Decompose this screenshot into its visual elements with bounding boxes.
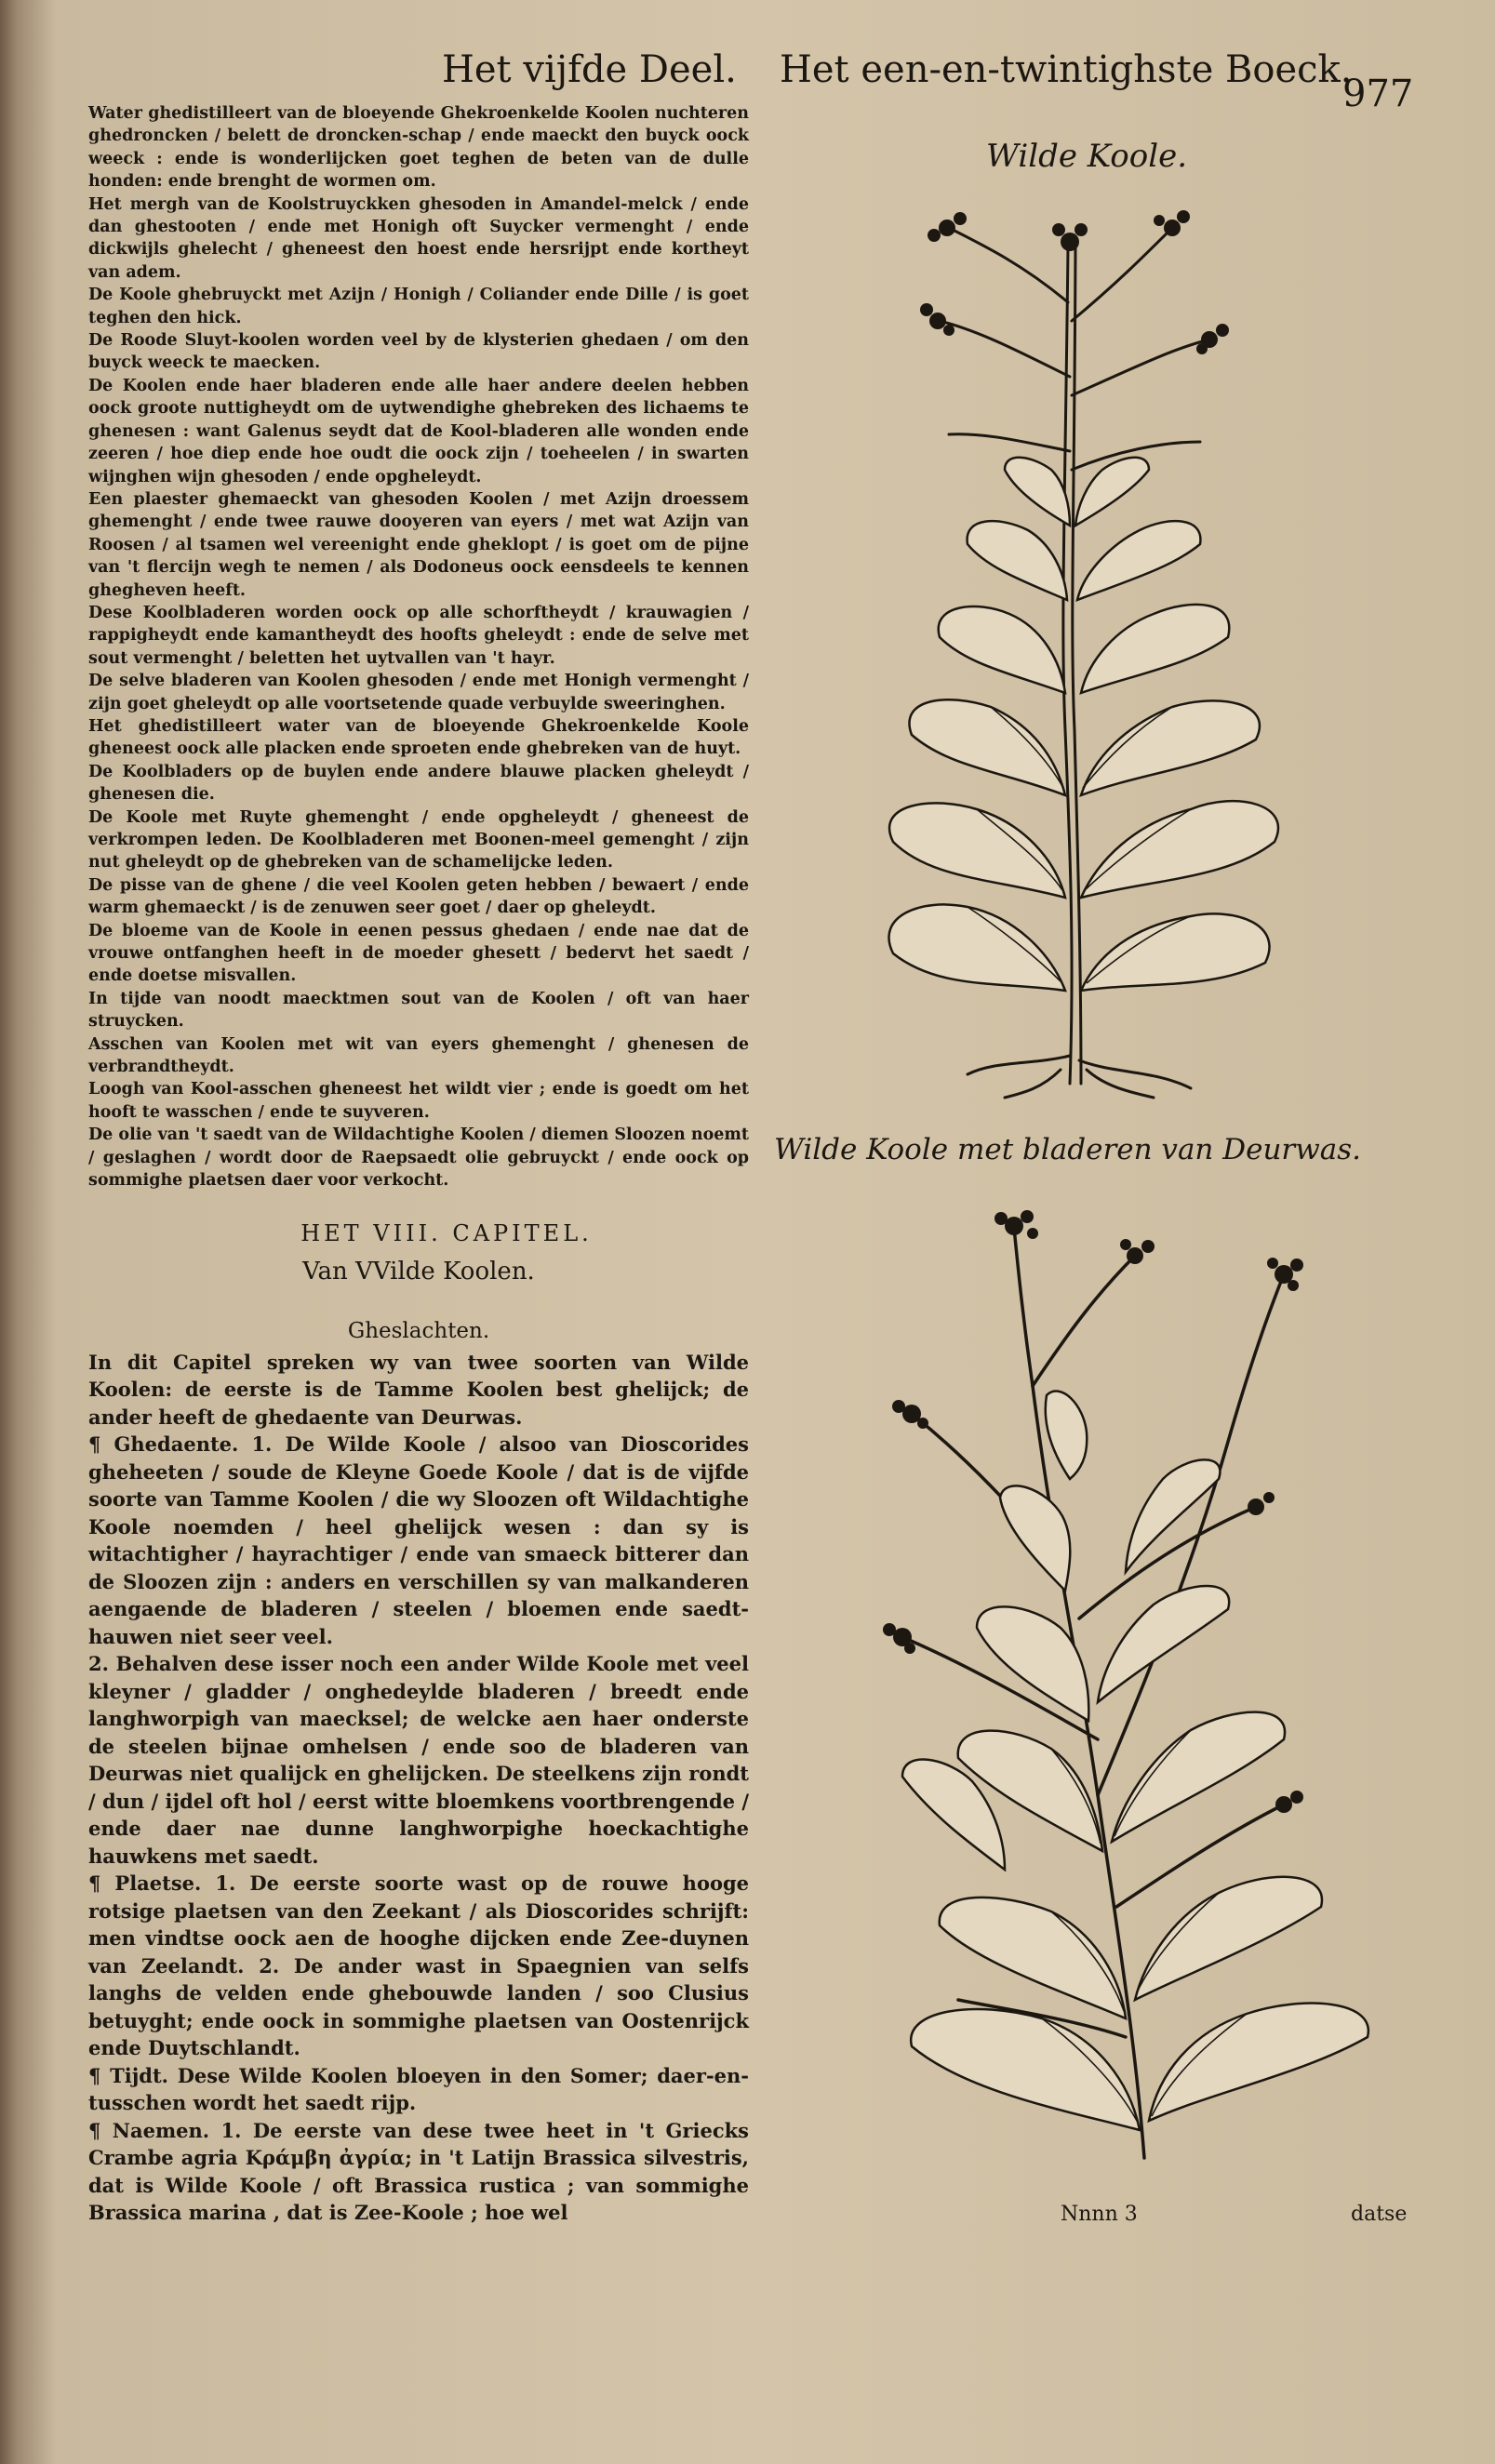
paragraph: De Koole ghebruyckt met Azijn / Honigh / Coliander ende Dille / is goet teghen den hick.: [88, 286, 749, 327]
wild-cabbage-deurwas-woodcut: [819, 1200, 1395, 2177]
paragraph: De Koolen ende haer bladeren ende alle haer andere deelen hebben oock groote nuttigheydt om de uytwendighe ghebreken des lichaems te ghenesen : want Galenus seydt dat de Kool-bladeren alle wonden ende zeeren / hoe diep ende hoe oudt die oock zijn / toeheelen / in swarten wijnghen wijn ghesoden / ende opgheleydt.: [88, 376, 749, 486]
chapter-paragraph: 2. Behalven dese isser noch een ander Wilde Koole met veel kleyner / gladder / onghedeylde bladeren / breedt ende langhworpigh van maecksel; de welcke aen haer onderste de steelen bijnae omhelsen / ende soo de bladeren van Deurwas niet qualijck en ghelijcken. De steelkens zijn rondt / dun / ijdel oft hol / eerst witte bloemkens voortbrengende / ende daer nae dunne langhworpighe hoeckachtighe hauwkens met saedt.: [88, 1652, 750, 1868]
paragraph: Water ghedistilleert van de bloeyende Ghekroenkelde Koolen nuchteren ghedroncken / belett de droncken-schap / ende maeckt den buyck oock weeck : ende is wonderlijcken goet teghen de beten van de dulle honden: ende brenght de wormen om.: [88, 104, 749, 192]
paragraph: De selve bladeren van Koolen ghesoden / ende met Honigh vermenght / zijn goet gheleydt op alle voortsetende quade verbuylde sweeringhen.: [88, 672, 749, 713]
paragraph: Het mergh van de Koolstruyckken ghesoden in Amandel-melck / ende dan ghestooten / ende met Honigh oft Suycker vermenght / ende dickwijls ghelecht / gheneest den hoest ende hersrijpt ende kortheyt van adem.: [88, 194, 749, 282]
paragraph: De Koole met Ruyte ghemenght / ende opgheleydt / gheneest de verkrompen leden. De Koolbladeren met Boonen-meel gemenght / zijn nut gheleydt op de ghebreken van de schamelijcke leden.: [88, 807, 749, 872]
paragraph: Een plaester ghemaeckt van ghesoden Koolen / met Azijn droessem ghemenght / ende twee rauwe dooyeren van eyers / met wat Azijn van Roosen / al tsamen wel vereenight ende gheklopt / is goet om de pijne van 't flercijn wegh te nemen / als Dodoneus oock eensdeels te kennen ghegheven heeft.: [88, 489, 749, 600]
paragraph: Het ghedistilleert water van de bloeyende Ghekroenkelde Koole gheneest oock alle placken ende sproeten ende ghebreken van de huyt.: [88, 716, 749, 759]
section-title: Gheslachten.: [347, 1318, 490, 1343]
paragraph: De Koolbladers op de buylen ende andere blauwe placken gheleydt / ghenesen die.: [88, 762, 749, 805]
chapter-paragraph: ¶ Ghedaente. 1. De Wilde Koole / alsoo van Dioscorides gheheeten / soude de Kleyne Goede Koole / dat is de vijfde soorte van Tamme Koolen / die wy Sloozen oft Wildachtighe Koole noemden / heel ghelijck wesen : dan sy is witachtigher / hayrachtiger / ende van smaeck bitterer dan de Sloozen zijn : anders en verschillen sy van malkanderen aengaende de bladeren / steelen / bloemen ende saedt-hauwen niet seer veel.: [88, 1432, 749, 1648]
running-header-left: Het vijfde Deel.: [442, 48, 737, 91]
page-number: 977: [1342, 73, 1414, 115]
paragraph: De Roode Sluyt-koolen worden veel by de klysterien ghedaen / om den buyck weeck te maecken.: [88, 331, 749, 373]
paragraph: In tijde van noodt maecktmen sout van de Koolen / oft van haer struycken.: [88, 989, 749, 1032]
chapter-paragraph: ¶ Tijdt. Dese Wilde Koolen bloeyen in den Somer; daer-en-tusschen wordt het saedt rijp.: [88, 2063, 749, 2114]
chapter-paragraph: In dit Capitel spreken wy van twee soorten van Wilde Koolen: de eerste is de Tamme Koolen best ghelijck; de ander heeft de ghedaente van Deurwas.: [88, 1350, 749, 1429]
wild-cabbage-woodcut: [837, 191, 1358, 1102]
paragraph: Asschen van Koolen met wit van eyers ghemenght / ghenesen de verbrandtheydt.: [88, 1034, 749, 1077]
paragraph: Dese Koolbladeren worden oock op alle schorftheydt / krauwagien / rappigheydt ende kamantheydt des hoofts gheleydt : ende de selve met sout vermenght / beletten het uytvallen van 't hayr.: [88, 603, 749, 668]
illustration-caption-2: Wilde Koole met bladeren van Deurwas.: [774, 1133, 1362, 1166]
chapter-paragraph: ¶ Naemen. 1. De eerste van dese twee heet in 't Griecks Crambe agria Κράμβη ἀγρία; in 't Latijn Brassica silvestris, dat is Wilde Koole / oft Brassica rustica ; van sommighe Brassica marina , dat is Zee-Koole ; hoe wel: [88, 2118, 749, 2224]
chapter-title: HET VIII. CAPITEL.: [300, 1219, 593, 1246]
signature-mark: Nnnn 3: [1061, 2203, 1138, 2226]
paragraph: De pisse van de ghene / die veel Koolen geten hebben / bewaert / ende warm ghemaeckt / is de zenuwen seer goet / daer op gheleydt.: [88, 875, 749, 918]
text-column: [88, 102, 749, 2227]
illustration-caption-1: Wilde Koole.: [986, 138, 1188, 175]
chapter-subtitle: Van VVilde Koolen.: [302, 1257, 535, 1285]
paragraph: De bloeme van de Koole in eenen pessus ghedaen / ende nae dat de vrouwe ontfanghen heeft in de moeder ghesett / bedervt het saedt / ende doetse misvallen.: [88, 921, 749, 986]
catchword: datse: [1351, 2203, 1408, 2226]
paragraph: De olie van 't saedt van de Wildachtighe Koolen / diemen Sloozen noemt / geslaghen / wordt door de Raepsaedt olie gebruyckt / ende oock op sommighe plaetsen daer voor verkocht.: [88, 1125, 749, 1191]
running-header-right: Het een-en-twintighste Boeck.: [780, 48, 1353, 91]
chapter-paragraph: ¶ Plaetse. 1. De eerste soorte wast op de rouwe hooge rotsige plaetsen van den Zeekant / als Dioscorides schrijft: men vindtse oock aen de hooghe dijcken ende Zee-duynen van Zeelandt. 2. De ander wast in Spaegnien van selfs langhs de velden ende ghebouwde landen / soo Clusius betuyght; ende oock in sommighe plaetsen van Oostenrijck ende Duytschlandt.: [88, 1871, 749, 2059]
paragraph: Loogh van Kool-asschen gheneest het wildt vier ; ende is goedt om het hooft te wasschen / ende te suyveren.: [88, 1080, 749, 1122]
